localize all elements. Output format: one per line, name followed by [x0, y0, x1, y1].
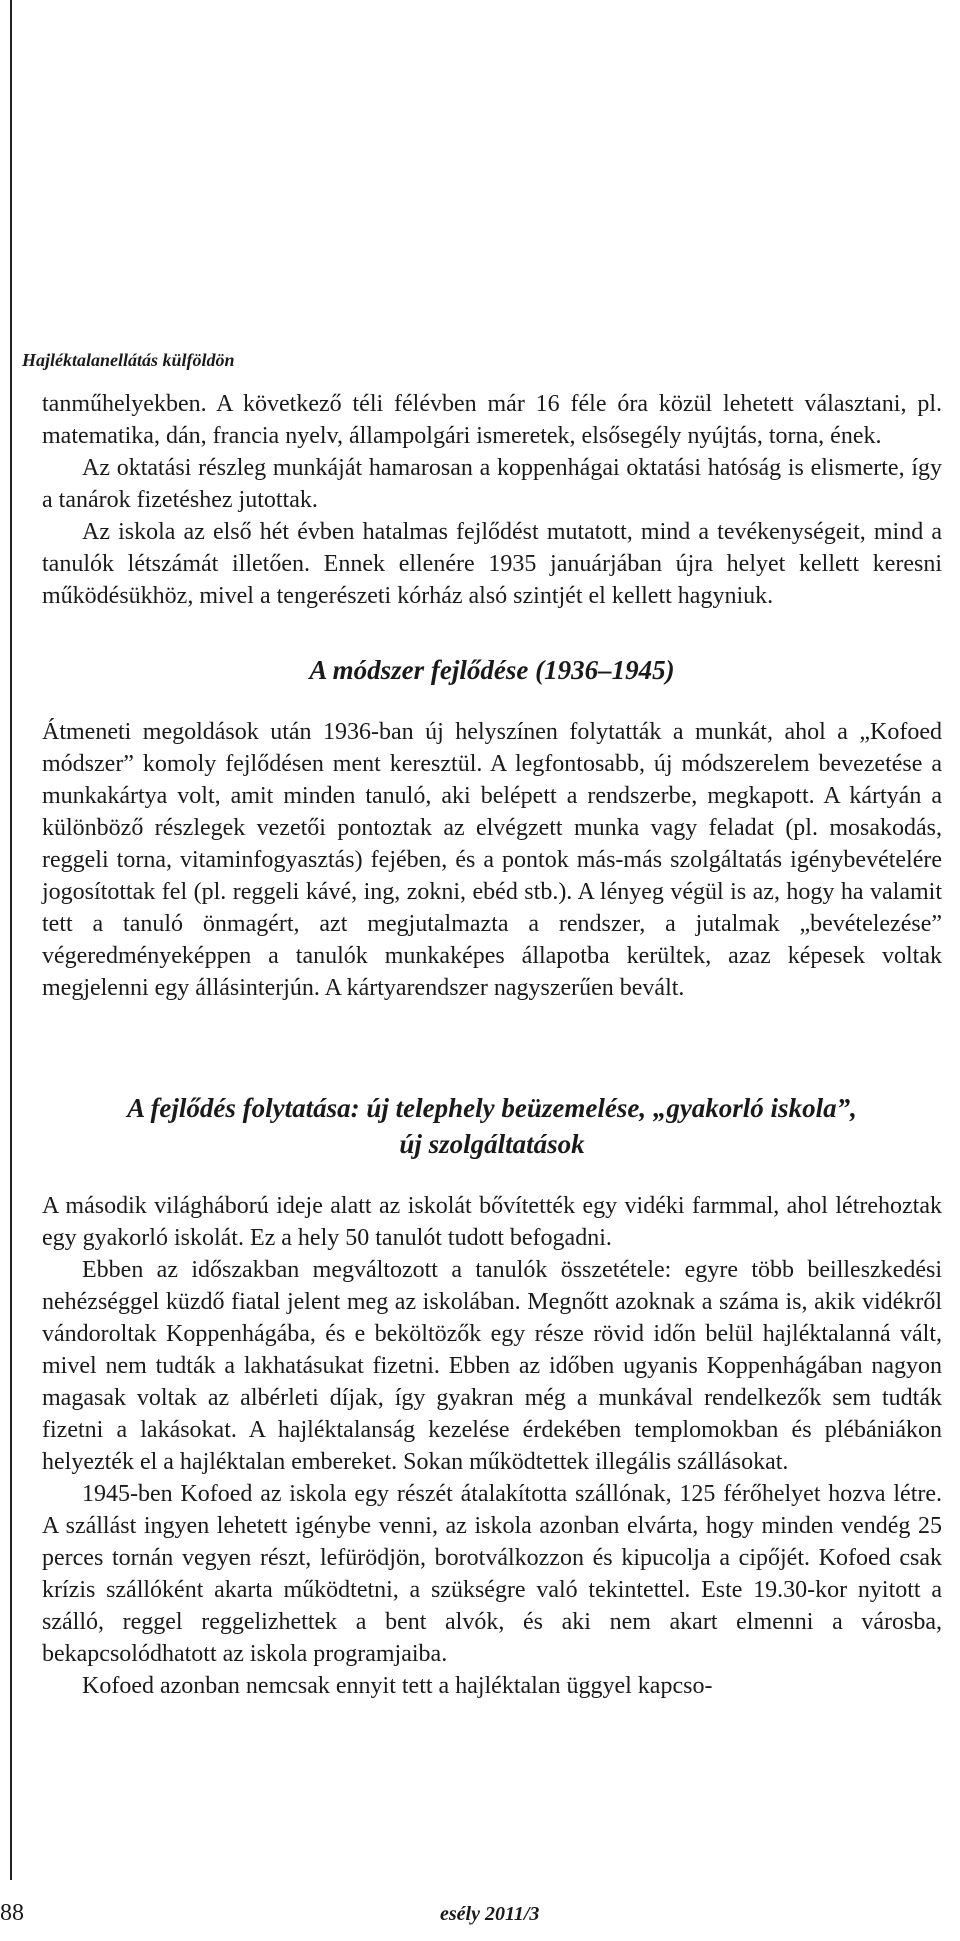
section-title-development	[42, 1090, 942, 1162]
intro-paragraph-2: Az oktatási részleg munkáját hamarosan a koppenhágai oktatási hatóság is elismerte, így a tanárok fizetéshez jutottak.	[42, 455, 942, 513]
page-body	[42, 388, 942, 1702]
development-paragraph-4: Kofoed azonban nemcsak ennyit tett a hajléktalan üggyel kapcso-	[82, 1673, 713, 1699]
development-paragraph-1: A második világháború ideje alatt az iskolát bővítették egy vidéki farmmal, ahol létrehoztak egy gyakorló iskolát. Ez a hely 50 tanulót tudott befogadni.	[42, 1193, 942, 1251]
left-margin-rule	[10, 0, 12, 1880]
page-number: 88	[0, 1900, 24, 1926]
development-paragraph-2: Ebben az időszakban megváltozott a tanulók összetétele: egyre több beilleszkedési nehézséggel küzdő fiatal jelent meg az iskolában. Megnőtt azoknak a száma is, akik vidékről vándoroltak Koppenhágába, és e beköltözők egy része rövid időn belül hajléktalanná vált, mivel nem tudták a lakhatásukat fizetni. Ebben az időben ugyanis Koppenhágában nagyon magasak voltak az albérleti díjak, így gyakran még a munkával rendelkezők sem tudták fizetni a lakásokat. A hajléktalanság kezelése érdekében templomokban és plébániákon helyezték el a hajléktalan embereket. Sokan működtettek illegális szállásokat.	[42, 1257, 942, 1475]
journal-issue: esély 2011/3	[440, 1903, 540, 1925]
section-title-line-2: új szolgáltatások	[399, 1129, 585, 1159]
development-paragraph-3: 1945-ben Kofoed az iskola egy részét átalakította szállónak, 125 férőhelyet hozva létre. A szállást ingyen lehetett igénybe venni, az iskola azonban elvárta, hogy minden vendég 25 perces tornán vegyen részt, lefürödjön, borotválkozzon és kipucolja a cipőjét. Kofoed csak krízis szállóként akarta működtetni, a szükségre való tekintettel. Este 19.30-kor nyitott a szálló, reggel reggelizhettek a bent alvók, és aki nem akart elmenni a városba, bekapcsolódhatott az iskola programjaiba.	[42, 1481, 942, 1667]
intro-paragraph-3: Az iskola az első hét évben hatalmas fejlődést mutatott, mind a tevékenységeit, mind a tanulók létszámát illetően. Ennek ellenére 1935 januárjában újra helyet kellett keresni működésükhöz, mivel a tengerészeti kórház alsó szintjét el kellett hagyniuk.	[42, 519, 942, 609]
intro-paragraph-1: tanműhelyekben. A következő téli félévben már 16 féle óra közül lehetett választani, pl. matematika, dán, francia nyelv, állampolgári ismeretek, elsősegély nyújtás, torna, ének.	[42, 391, 942, 449]
running-head: Hajléktalanellátás külföldön	[22, 350, 235, 370]
section-title-method: A módszer fejlődése (1936–1945)	[309, 655, 675, 685]
section-title-line-1: A fejlődés folytatása: új telephely beüzemelése, „gyakorló iskola”,	[127, 1093, 857, 1123]
method-paragraph-1: Átmeneti megoldások után 1936-ban új helyszínen folytatták a munkát, ahol a „Kofoed módszer” komoly fejlődésen ment keresztül. A legfontosabb, új módszerelem bevezetése a munkakártya volt, amit minden tanuló, aki belépett a rendszerbe, megkapott. A kártyán a különböző részlegek vezetői pontoztak az elvégzett munka vagy feladat (pl. mosakodás, reggeli torna, vitaminfogyasztás) fejében, és a pontok más-más szolgáltatás igénybevételére jogosítottak fel (pl. reggeli kávé, ing, zokni, ebéd stb.). A lényeg végül is az, hogy ha valamit tett a tanuló önmagért, azt megjutalmazta a rendszer, a jutalmak „bevételezése” végeredményeképpen a tanulók munkaképes állapotba kerültek, azaz képesek voltak megjelenni egy állásinterjún. A kártyarendszer nagyszerűen bevált.	[42, 719, 942, 1001]
